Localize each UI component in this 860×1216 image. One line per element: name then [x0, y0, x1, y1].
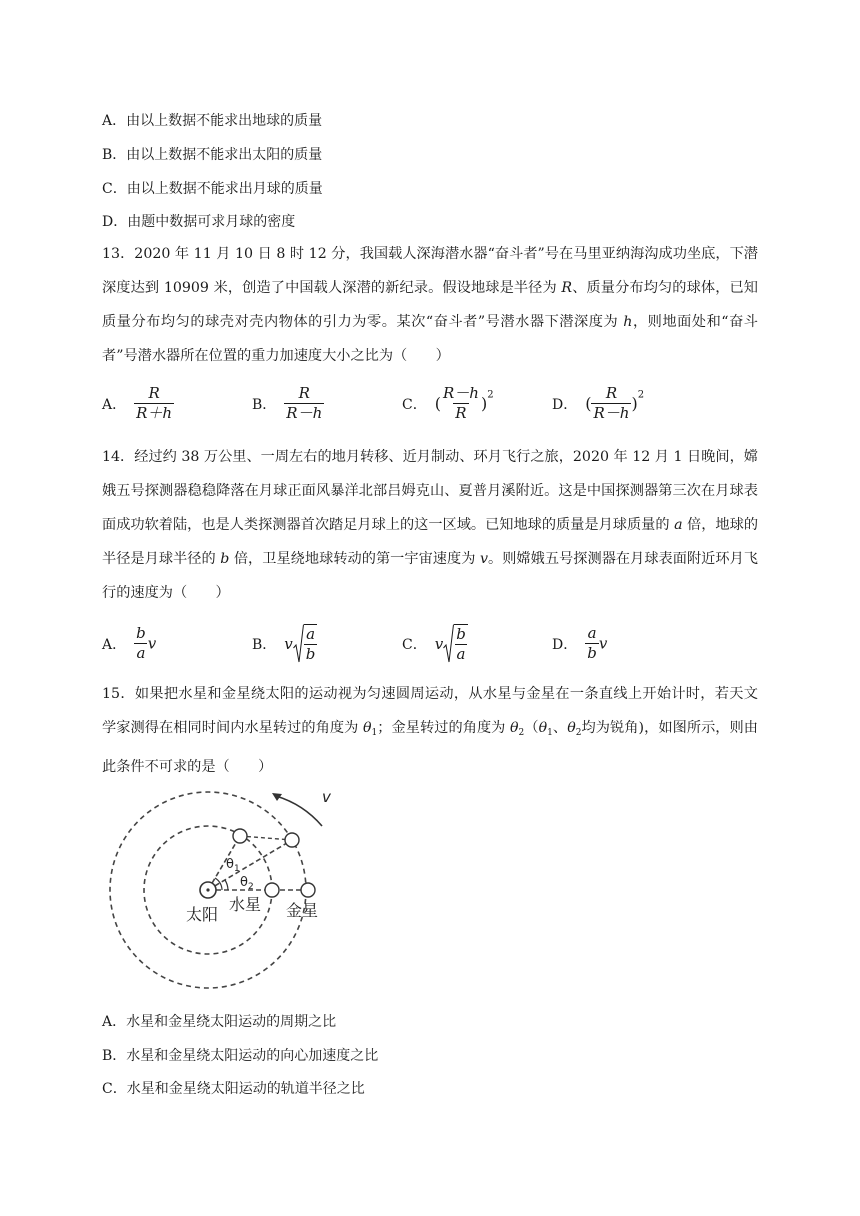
q15-option-c: C．水星和金星绕太阳运动的轨道半径之比 — [102, 1081, 365, 1097]
q13-stem-part-1: 13．2020 年 11 月 10 日 8 时 12 分，我国载人深海潜水器“奋斗者”号在马里亚纳海沟成功坐底，下潜深度达到 10909 米，创造了中国载人深潜的新纪录。假设地球是半径为 — [102, 246, 758, 296]
fraction-denominator: R－h — [593, 404, 630, 422]
q12-option-a: A．由以上数据不能求出地球的质量 — [102, 113, 323, 129]
option-variable: v — [434, 635, 444, 653]
q14-stem-part-1: 14．经过约 38 万公里、一周左右的地月转移、近月制动、环月飞行之旅，2020 年 12 月 1 日晚间，嫦娥五号探测器稳稳降落在月球正面风暴洋北部吕姆克山、夏普月溪附近。这是中国探测器第三次在月球表面成功软着陆，也是人类探测器首次踏足月球上的这一区域。已知地球的质量是月球质量的 — [102, 449, 758, 533]
q14-option-d-fraction — [585, 624, 599, 663]
theta2-arc — [225, 880, 228, 890]
orbit-diagram — [100, 780, 360, 1000]
fraction-numerator: R — [298, 384, 310, 402]
radical-sign-icon — [293, 624, 304, 664]
q13-option-a — [102, 384, 174, 423]
q14-option-c-sqrt — [443, 624, 468, 664]
q13-option-d: D． ( $\frac{R}{R-h}$ )$^2$ — [552, 384, 645, 422]
velocity-label: v — [322, 788, 331, 806]
q15-stem-part-3: 均为锐角)，如图所示，则由此条件不可求的是（ ） — [102, 720, 758, 775]
fraction-numerator: a — [306, 625, 316, 643]
option-variable: v — [284, 635, 293, 653]
theta-symbol: θ — [362, 720, 372, 736]
venus-position-start-icon — [301, 883, 315, 897]
theta-symbol: θ — [510, 720, 519, 736]
theta-symbol: θ — [567, 720, 576, 736]
q13-option-b-fraction — [284, 384, 324, 423]
q14-var-a: a — [674, 517, 683, 533]
radical-sign-icon — [443, 624, 454, 664]
mercury-position-start-icon — [265, 883, 279, 897]
q14-stem-part-2: 倍，地球的半径是月球半径的 — [102, 517, 759, 567]
q13-option-b — [252, 384, 324, 423]
fraction-denominator: b — [305, 645, 316, 663]
q13-option-a-label: A． — [102, 396, 127, 413]
q14-option-a — [102, 624, 156, 663]
theta-subscript-1: 1 — [371, 728, 378, 738]
fraction-numerator: a — [587, 624, 597, 642]
q15-stem-part-1: 15．如果把水星和金星绕太阳的运动视为匀速圆周运动，从水星与金星在一条直线上开始计时，若天文学家测得在相同时间内水星转过的角度为 — [102, 686, 758, 736]
theta-symbol: θ — [538, 720, 548, 736]
q15-option-a: A．水星和金星绕太阳运动的周期之比 — [102, 1014, 337, 1030]
fraction-denominator: R－h — [286, 404, 323, 422]
q14-option-c — [402, 624, 468, 664]
q12-option-c: C．由以上数据不能求出月球的质量 — [102, 181, 323, 197]
q12-option-d: D．由题中数据可求月球的密度 — [102, 214, 296, 230]
mercury-radius-line — [208, 836, 240, 890]
velocity-arrow-icon — [276, 796, 322, 826]
q14-option-a-fraction — [134, 624, 148, 663]
q13-option-c: C． ( $\frac{R-h}{R}$ )$^2$ — [402, 384, 494, 422]
sun-label: 太阳 — [186, 905, 219, 924]
fraction-numerator: b — [136, 624, 146, 642]
q13-stem-part-2: 、质量分布均匀的球体，已知质量分布均匀的球壳对壳内物体的引力为零。某次“奋斗者”号潜水器下潜深度为 — [102, 280, 758, 330]
q14-option-b-sqrt — [293, 624, 318, 664]
fraction-denominator: R — [455, 404, 467, 422]
theta2-label: $\theta_2$ — [240, 875, 254, 892]
q14-option-c-label: C． — [402, 637, 427, 653]
theta-subscript-2: 2 — [518, 728, 525, 738]
q14-stem-part-3: 倍，卫星绕地球转动的第一宇宙速度为 — [229, 551, 480, 567]
q15-stem — [102, 677, 758, 784]
mercury-label: 水星 — [229, 895, 262, 914]
q15-stem-part-2: ；金星转过的角度为 — [377, 720, 510, 736]
q13-stem-part-3: ，则地面处和“奋斗者”号潜水器所在位置的重力加速度大小之比为（ ） — [102, 314, 758, 364]
q13-option-b-label: B． — [252, 396, 277, 413]
exponent: 2 — [487, 389, 494, 401]
venus-label: 金星 — [286, 901, 319, 920]
theta-subscript-2: 2 — [575, 728, 582, 738]
q13-option-c-label: C． — [402, 396, 427, 413]
fraction-denominator: R＋h — [136, 404, 173, 422]
q14-option-d-label: D． — [552, 636, 578, 653]
q15-option-b: B．水星和金星绕太阳运动的向心加速度之比 — [102, 1048, 379, 1064]
q14-option-d — [552, 624, 607, 663]
fraction-numerator: b — [456, 625, 466, 643]
fraction-denominator: a — [136, 644, 146, 662]
q13-option-d-fraction — [591, 384, 631, 423]
separator: 、 — [552, 720, 568, 736]
q14-stem — [102, 440, 758, 610]
q13-stem — [102, 237, 758, 373]
q14-option-a-label: A． — [102, 636, 127, 653]
fraction-numerator: R — [605, 384, 618, 402]
q13-var-r: R — [561, 280, 573, 296]
exponent: 2 — [637, 389, 645, 401]
theta-subscript-1: 1 — [547, 728, 553, 738]
mercury-position-moved-icon — [233, 829, 247, 843]
q13-var-h: h — [623, 314, 633, 330]
q14-option-b-label: B． — [252, 637, 277, 653]
open-paren: （ — [524, 720, 539, 736]
q14-option-b — [252, 624, 317, 664]
venus-position-moved-icon — [285, 833, 299, 847]
fraction-denominator: b — [587, 644, 597, 662]
option-variable: v — [147, 634, 157, 653]
q14-stem-part-4: 。则嫦娥五号探测器在月球表面附近环月飞行的速度为（ ） — [102, 551, 758, 601]
sun-center-icon — [206, 888, 209, 891]
q14-var-b: b — [220, 551, 230, 567]
fraction-denominator: a — [456, 645, 466, 663]
q13-option-d-label: D． — [552, 396, 578, 413]
fraction-numerator: R－h — [442, 384, 479, 402]
q13-option-a-fraction — [134, 384, 174, 423]
option-variable: v — [598, 634, 608, 653]
q13-option-c-fraction — [441, 384, 481, 423]
q12-option-b: B．由以上数据不能求出太阳的质量 — [102, 147, 323, 163]
theta1-label: $\theta_1$ — [226, 857, 240, 874]
q14-var-v: v — [479, 551, 488, 567]
fraction-numerator: R — [148, 384, 160, 402]
